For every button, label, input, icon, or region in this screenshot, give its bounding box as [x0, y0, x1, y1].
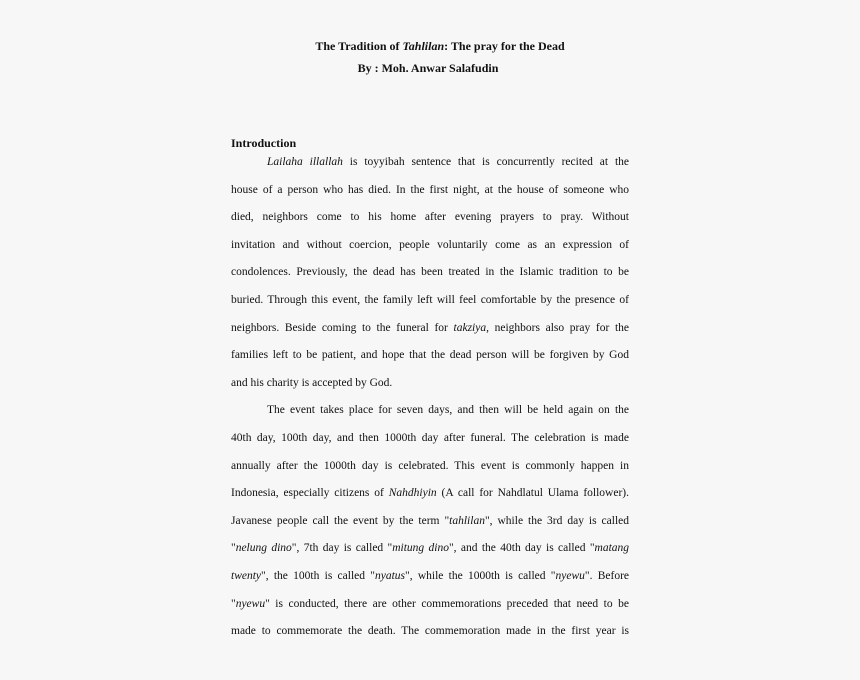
text-segment: and his charity is accepted by God.	[231, 376, 393, 389]
italic-term: nyewu	[235, 597, 266, 610]
paragraph	[231, 402, 629, 650]
line-content	[231, 625, 629, 637]
line-content	[231, 460, 629, 472]
line-content	[267, 404, 629, 416]
italic-term: nelung dino	[235, 542, 292, 555]
italic-term: mitung dino	[392, 542, 449, 555]
text-segment: ", while the 3rd day is called	[484, 514, 630, 527]
line-content	[231, 432, 629, 444]
title-italic: Tahlilan	[402, 39, 445, 53]
line-content	[231, 487, 629, 499]
line-content	[231, 570, 629, 582]
line-content	[231, 542, 629, 554]
text-line	[231, 347, 629, 375]
text-segment: "	[231, 542, 236, 555]
text-segment: house of a person who has died. In the first night, at the house of someone who	[231, 183, 629, 196]
text-line	[231, 292, 629, 320]
text-segment: , neighbors also pray for the	[486, 321, 629, 334]
text-line	[231, 320, 629, 348]
byline: By : Moh. Anwar Salafudin	[357, 61, 499, 75]
italic-term: tahlilan	[449, 514, 485, 527]
line-content	[231, 211, 629, 223]
text-line	[231, 458, 629, 486]
text-segment: died, neighbors come to his home after evening prayers to pray. Without	[231, 211, 629, 224]
text-segment: 40th day, 100th day, and then 1000th day after funeral. The celebration is made	[231, 431, 629, 444]
line-content	[231, 322, 629, 334]
text-line	[231, 568, 629, 596]
text-segment: condolences. Previously, the dead has been treated in the Islamic tradition to be	[231, 266, 629, 279]
text-segment: annually after the 1000th day is celebrated. This event is commonly happen in	[231, 459, 629, 472]
text-line	[231, 154, 629, 182]
text-line	[231, 485, 629, 513]
text-segment: Javanese people call the event by the term "	[231, 514, 450, 527]
text-line	[231, 375, 629, 403]
italic-term: twenty	[231, 569, 262, 582]
document-title	[230, 38, 650, 54]
text-segment: ", 7th day is called "	[291, 542, 393, 555]
text-segment: is toyyibah sentence that is concurrently recited at the	[342, 156, 629, 168]
text-line	[231, 430, 629, 458]
text-segment: "	[231, 597, 236, 610]
italic-term: nyatus	[374, 569, 405, 582]
italic-term: Nahdhiyin	[388, 487, 437, 500]
text-segment: invitation and without coercion, people voluntarily come as an expression of	[231, 238, 629, 251]
text-segment: ", while the 1000th is called "	[405, 569, 556, 582]
text-segment: families left to be patient, and hope that the dead person will be forgiven by God	[231, 349, 629, 362]
text-segment: ". Before	[584, 569, 630, 582]
italic-term: takziya	[453, 321, 487, 334]
line-content	[231, 598, 629, 610]
text-line	[231, 513, 629, 541]
body-text	[231, 154, 629, 651]
text-line	[231, 182, 629, 210]
line-content	[231, 349, 629, 361]
text-segment: buried. Through this event, the family left will feel comfortable by the presence of	[231, 293, 629, 306]
italic-term: matang	[594, 542, 630, 555]
text-line	[231, 623, 629, 651]
text-segment: ", the 100th is called "	[261, 569, 375, 582]
italic-term: nyewu	[555, 569, 585, 582]
text-line	[231, 402, 629, 430]
text-line	[231, 237, 629, 265]
italic-term: Lailaha illallah	[267, 156, 343, 168]
line-content	[267, 156, 629, 168]
text-segment: (A call for Nahdlatul Ulama follower).	[436, 487, 629, 500]
line-content	[231, 294, 629, 306]
paragraph	[231, 154, 629, 402]
line-content	[231, 377, 392, 389]
line-content	[231, 515, 629, 527]
title-prefix: The Tradition of	[315, 39, 403, 53]
title-suffix: : The pray for the Dead	[444, 39, 565, 53]
text-line	[231, 596, 629, 624]
line-content	[231, 184, 629, 196]
text-segment: " is conducted, there are other commemorations preceded that need to be	[265, 597, 629, 610]
line-content	[231, 239, 629, 251]
text-line	[231, 540, 629, 568]
section-heading: Introduction	[231, 136, 297, 150]
text-segment: ", and the 40th day is called "	[448, 542, 595, 555]
line-content	[231, 266, 629, 278]
text-line	[231, 209, 629, 237]
text-segment: made to commemorate the death. The commemoration made in the first year is	[231, 625, 629, 638]
text-segment: Indonesia, especially citizens of	[231, 487, 389, 500]
text-line	[231, 264, 629, 292]
text-segment: The event takes place for seven days, and then will be held again on the	[267, 404, 629, 417]
text-segment: neighbors. Beside coming to the funeral for	[231, 321, 454, 334]
